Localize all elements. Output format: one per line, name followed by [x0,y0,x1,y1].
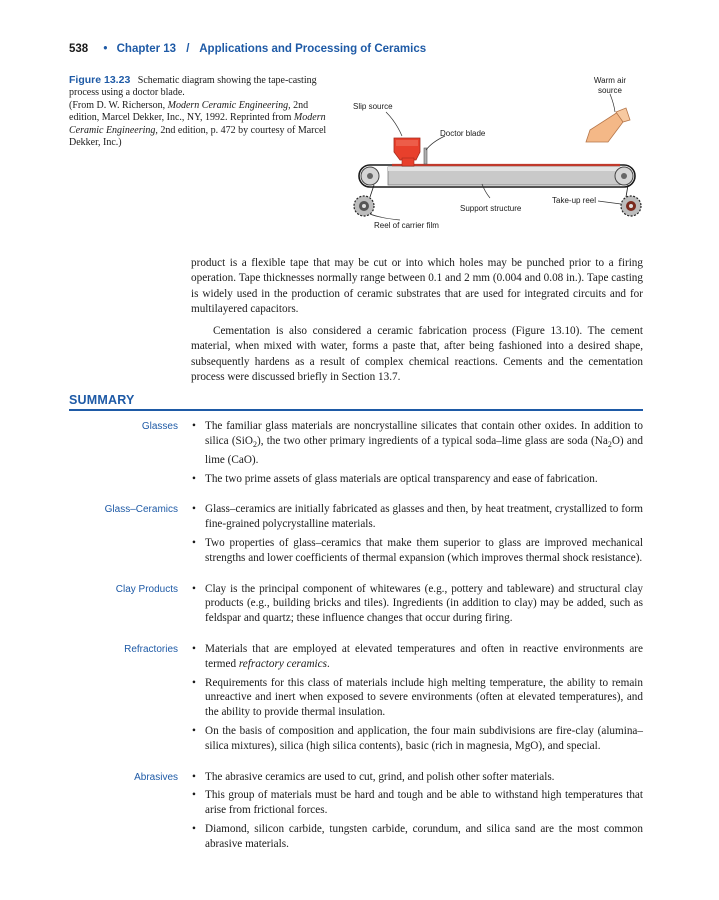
figure-caption-text: Schematic diagram showing the tape-casting process using a doctor blade. [69,75,317,99]
label-take-up-reel: Take-up reel [552,196,597,205]
doctor-blade [424,148,427,164]
running-header [69,43,426,55]
header-separator: • [103,43,108,55]
carrier-film-reel [354,196,374,216]
list-item: • Two properties of glass–ceramics that make them superior to glass are improved mechanical strengths and lower coefficients of thermal expansion (which improves thermal shock resistance). [192,536,643,566]
list-item: • Requirements for this class of materials include high melting temperature, the ability to remain unreactive and inert when exposed to severe environments (often at elevated temperatures), and the ability to provide thermal insulation. [192,676,643,720]
leader-takeup [598,201,621,204]
list-item: • Clay is the principal component of whitewares (e.g., pottery and tableware) and structural clay products (e.g., building bricks and tiles). Ingredients (in addition to clay) may be added, such as feldspar and quartz; these influence changes that occur during firing. [192,582,643,626]
chapter-label: Chapter 13 [116,43,177,55]
list-item: • The familiar glass materials are noncrystalline silicates that contain other oxides. In addition to silica (SiO$_2$), the two other primary ingredients of a typical soda–lime glass are soda $(Na_2O)$ and lime (CaO). [192,419,643,468]
leader-support [482,184,490,198]
summary-rule [69,409,643,411]
summary-clay-products [69,582,643,630]
section-label-glass-ceramics: Glass–Ceramics [104,504,178,516]
label-slip-source: Slip source [353,102,393,111]
header-slash: / [186,43,190,55]
summary-glasses [69,419,643,490]
leader-reel [370,214,400,220]
label-warm-air: Warm air source [593,76,627,95]
section-label-refractories: Refractories [124,644,178,655]
figure-credit: (From D. W. Richerson, Modern Ceramic Engineering, 2nd edition, Marcel Dekker, Inc., NY, 1992. Reprinted from Modern Ceramic Engineering, 2nd edition, p. 472 by courtesy of Marcel Dekker, Inc.) [69,99,327,149]
summary-abrasives [69,770,643,856]
label-doctor-blade: Doctor blade [440,129,486,138]
tape-casting-diagram [340,70,660,240]
figure-caption [69,74,333,149]
bullet-list [192,502,643,569]
list-item: • On the basis of composition and application, the four main subdivisions are fire-clay (alumina–silica mixtures), silica (high silica contents), basic (rich in magnesia, MgO), and special. [192,724,643,754]
chapter-title: Applications and Processing of Ceramics [199,43,427,55]
body-paragraph-1: product is a flexible tape that may be cut or into which holes may be punched prior to a firing operation. Tape thicknesses normally range between 0.1 and 2 mm (0.004 and 0.08 in.). Tape casting is widely used in the production of ceramic substrates that are used for integrated circuits and for multilayered capacitors. [191,257,643,315]
list-item: • The two prime assets of glass materials are optical transparency and ease of fabrication. [192,472,643,487]
bullet-list [192,770,643,856]
bullet-list [192,582,643,630]
summary-heading: SUMMARY [69,393,135,407]
summary-refractories [69,642,643,758]
bullet-list [192,419,643,490]
list-item: • This group of materials must be hard and tough and be able to withstand high temperatures that arise from frictional forces. [192,788,643,818]
summary-glass-ceramics [69,502,643,569]
body-paragraph-2: Cementation is also considered a ceramic fabrication process (Figure 13.10). The cement material, when mixed with water, forms a paste that, after being fashioned into a desired shape, subsequently hardens as a result of complex chemical reactions. Cements and the cementation process were discussed briefly in Section 13.7. [191,325,643,383]
section-label-glasses: Glasses [141,421,178,432]
figure-label: Figure 13.23 [69,74,131,86]
list-item: • Diamond, silicon carbide, tungsten carbide, corundum, and silica sand are the most common abrasive materials. [192,822,643,852]
warm-air-source [586,112,623,142]
page-number: 538 [69,43,89,55]
list-item: • Materials that are employed at elevated temperatures and often in reactive environments are termed refractory ceramics. [192,642,643,672]
label-support-structure: Support structure [460,204,522,213]
list-item: • Glass–ceramics are initially fabricated as glasses and then, by heat treatment, crystallized to form fine-grained polycrystalline materials. [192,502,643,532]
leader-slip [386,112,402,136]
summary-section [69,419,643,868]
bullet-list [192,642,643,758]
take-up-reel [621,196,641,216]
leader-warm [610,94,615,112]
section-label-abrasives: Abrasives [134,771,178,783]
section-label-clay-products: Clay Products [115,583,178,595]
list-item: • The abrasive ceramics are used to cut, grind, and polish other softer materials. [192,770,643,785]
label-reel-carrier: Reel of carrier film [374,221,439,230]
